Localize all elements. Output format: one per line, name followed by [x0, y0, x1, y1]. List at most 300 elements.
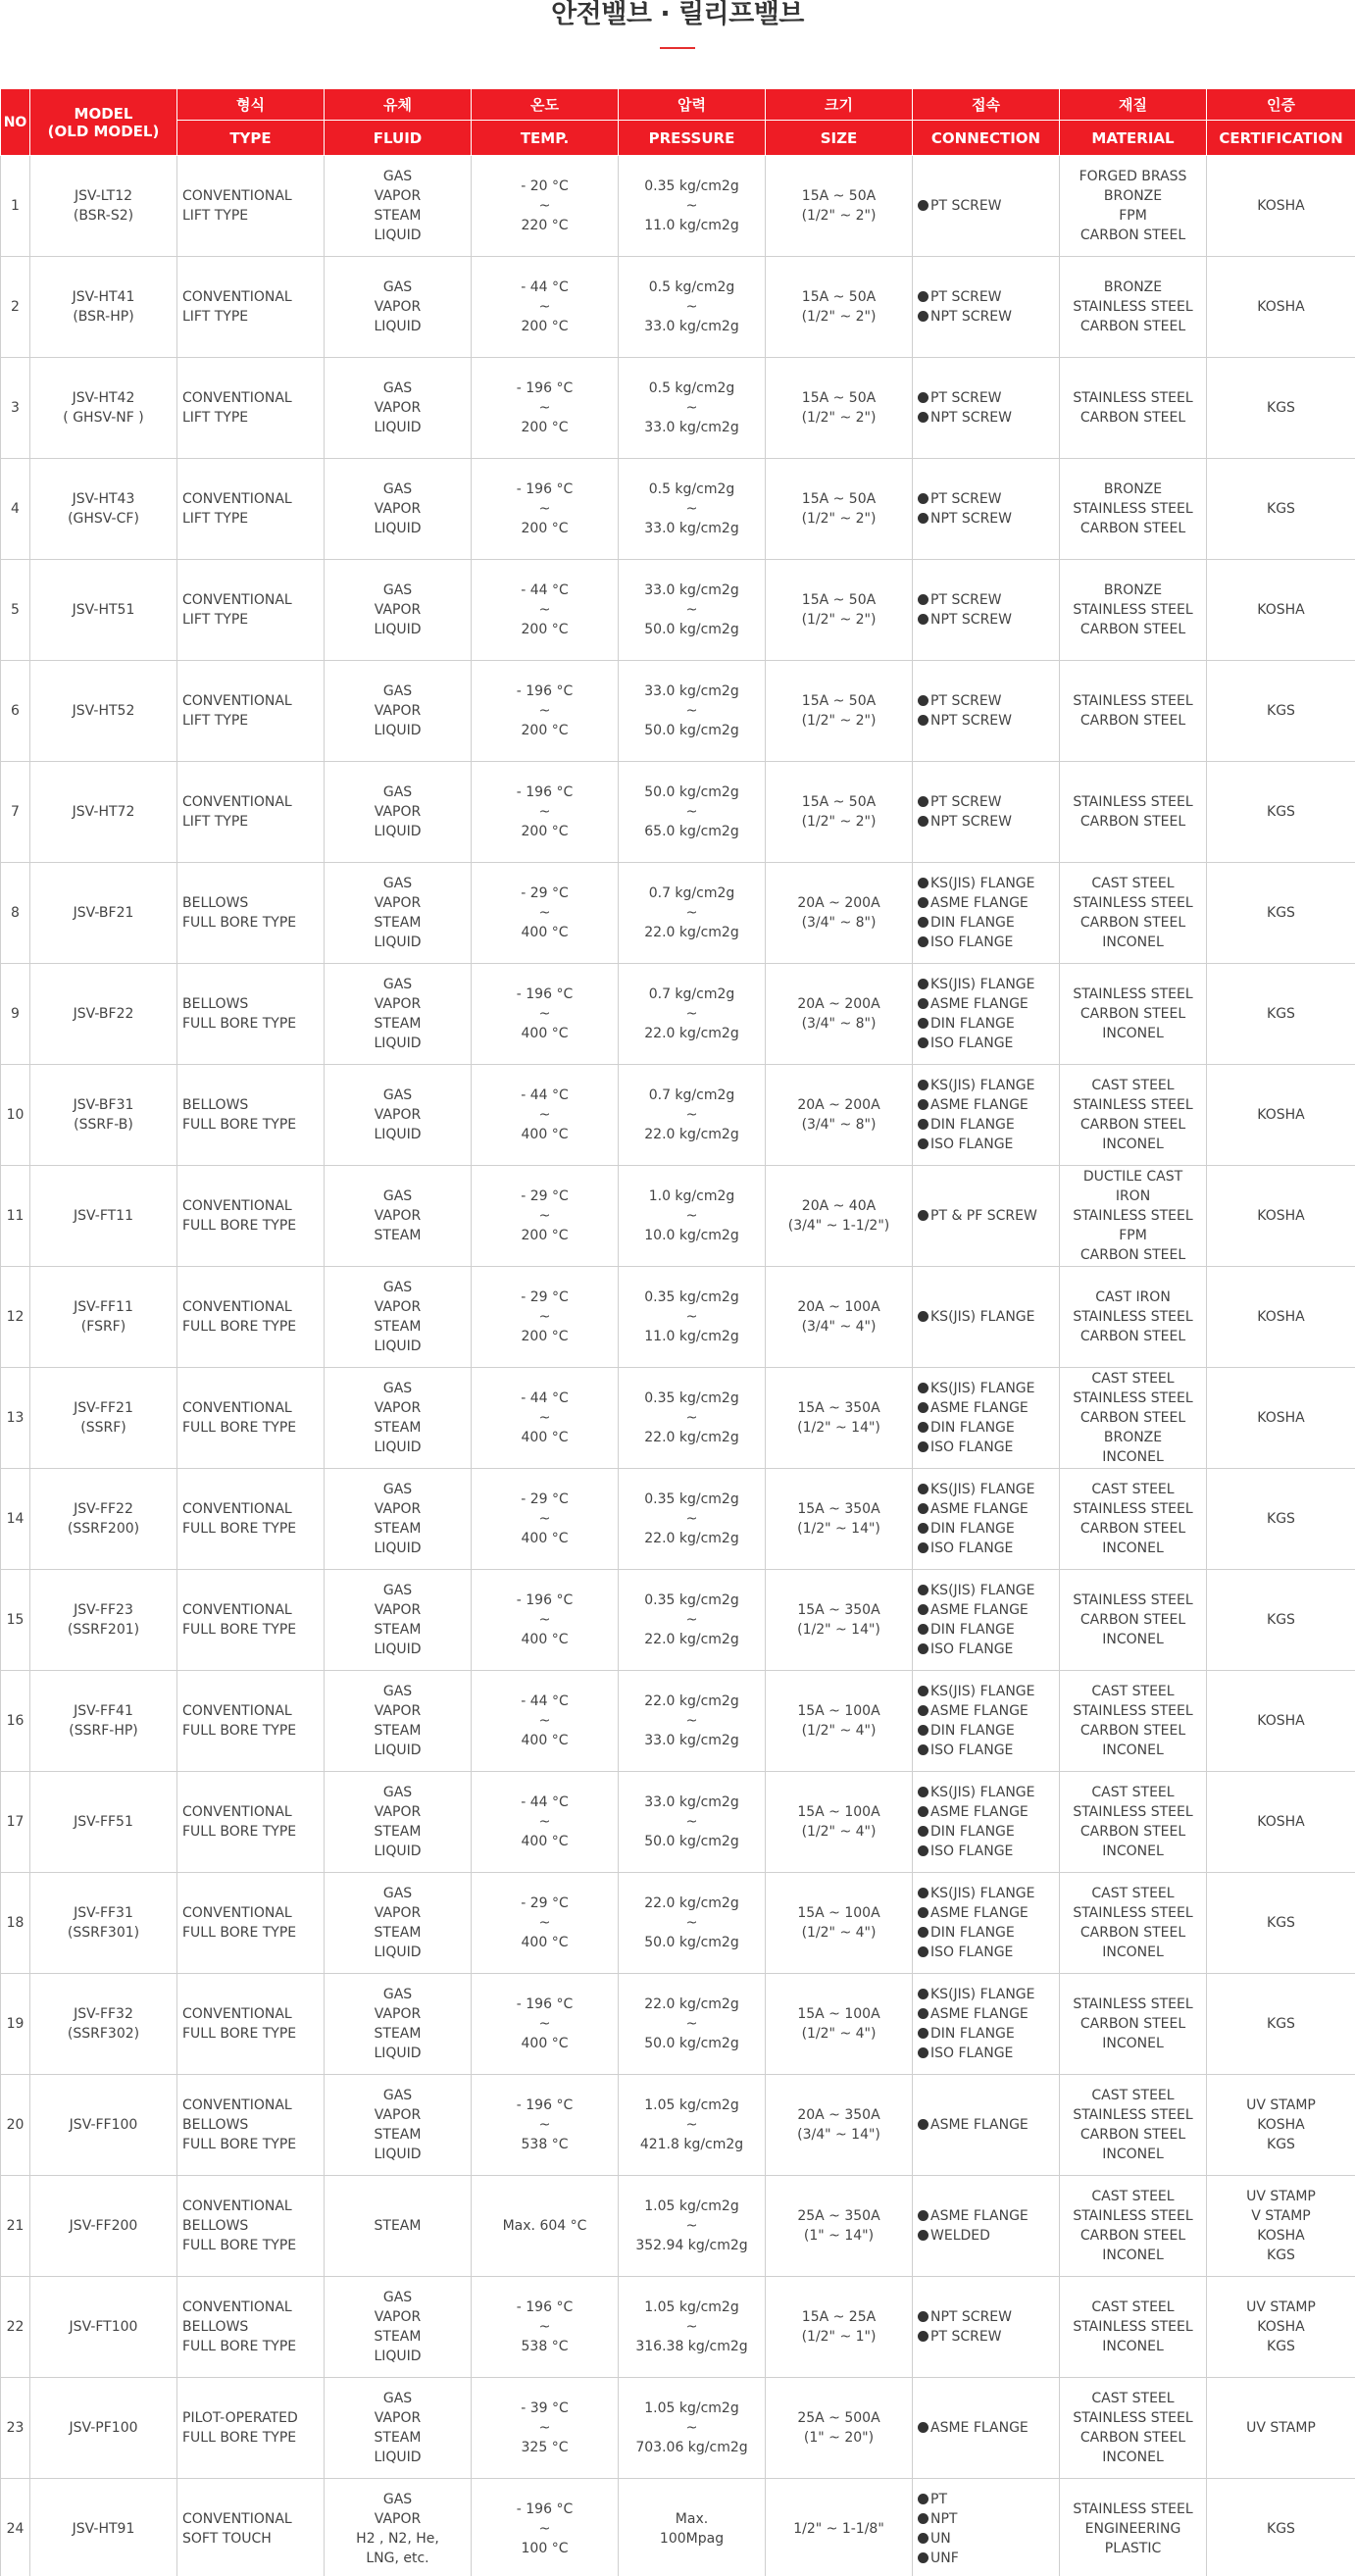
connection-label: ASME FLANGE	[930, 2420, 1029, 2436]
cell-type-text: CONVENTIONAL FULL BORE TYPE	[182, 1400, 297, 1436]
cell-model	[30, 762, 177, 863]
cell-temp-text: - 29 °C ~ 200 °C	[521, 1188, 569, 1243]
bullet-dot-icon	[918, 2210, 928, 2221]
cell-model-text: JSV-HT91	[72, 2521, 135, 2537]
cell-pressure-text: 50.0 kg/cm2g ~ 65.0 kg/cm2g	[644, 784, 739, 839]
cell-connection	[913, 2277, 1060, 2378]
connection-label: PT SCREW	[930, 2329, 1002, 2345]
cell-fluid	[325, 2479, 472, 2576]
cell-model-text: JSV-FF32 (SSRF302)	[67, 2006, 140, 2042]
bullet-dot-icon	[918, 1787, 928, 1797]
bullet-dot-icon	[918, 1725, 928, 1736]
cell-temp-text: - 20 °C ~ 220 °C	[521, 178, 569, 233]
connection-label: NPT SCREW	[930, 814, 1012, 830]
cell-temp	[472, 2479, 619, 2576]
cell-temp	[472, 1267, 619, 1368]
bullet-dot-icon	[918, 1383, 928, 1393]
connection-label: KS(JIS) FLANGE	[930, 1078, 1035, 1093]
connection-item	[918, 2044, 1055, 2063]
cell-connection	[913, 762, 1060, 863]
connection-label: ASME FLANGE	[930, 1602, 1029, 1618]
bullet-dot-icon	[918, 2008, 928, 2019]
cell-model-text: JSV-FF31 (SSRF301)	[67, 1905, 140, 1941]
cell-no	[1, 1873, 30, 1974]
cell-material-text: CAST STEEL STAINLESS STEEL CARBON STEEL INCONEL	[1073, 1785, 1193, 1859]
connection-label: DIN FLANGE	[930, 1824, 1015, 1840]
cell-connection	[913, 2479, 1060, 2576]
cell-material-text: STAINLESS STEEL CARBON STEEL	[1073, 693, 1193, 729]
connection-item	[918, 1822, 1055, 1842]
table-row	[1, 1267, 1355, 1368]
cell-certification	[1207, 459, 1355, 560]
header-kr-pressure: 압력	[619, 89, 766, 121]
cell-fluid-text: GAS VAPOR LIQUID	[374, 582, 422, 637]
header-kr-material: 재질	[1060, 89, 1207, 121]
cell-type-text: CONVENTIONAL FULL BORE TYPE	[182, 1804, 297, 1840]
cell-temp-text: - 196 °C ~ 400 °C	[516, 986, 574, 1041]
spec-table	[0, 88, 1355, 2576]
cell-certification	[1207, 156, 1355, 257]
connection-item	[918, 2509, 1055, 2529]
cell-fluid	[325, 1368, 472, 1469]
cell-certification	[1207, 2277, 1355, 2378]
cell-material	[1060, 1873, 1207, 1974]
connection-item	[918, 1115, 1055, 1135]
cell-pressure-text: 33.0 kg/cm2g ~ 50.0 kg/cm2g	[644, 683, 739, 738]
connection-item	[918, 711, 1055, 731]
cell-temp-text: - 44 °C ~ 400 °C	[521, 1693, 569, 1748]
cell-pressure-text: 22.0 kg/cm2g ~ 50.0 kg/cm2g	[644, 1895, 739, 1950]
cell-type-text: CONVENTIONAL FULL BORE TYPE	[182, 2006, 297, 2042]
cell-material-text: CAST STEEL STAINLESS STEEL CARBON STEEL BRONZE INCONEL	[1073, 1371, 1193, 1465]
cell-connection	[913, 1166, 1060, 1267]
bullet-dot-icon	[918, 1441, 928, 1452]
cell-type	[177, 1267, 325, 1368]
connection-label: DIN FLANGE	[930, 1925, 1015, 1941]
cell-temp-text: - 196 °C ~ 200 °C	[516, 380, 574, 435]
cell-pressure-text: 1.05 kg/cm2g ~ 352.94 kg/cm2g	[635, 2198, 748, 2253]
cell-pressure	[619, 1469, 766, 1570]
cell-type-text: CONVENTIONAL BELLOWS FULL BORE TYPE	[182, 2299, 297, 2354]
connection-label: ASME FLANGE	[930, 1400, 1029, 1416]
header-en-size: SIZE	[766, 121, 913, 156]
connection-item	[918, 1802, 1055, 1822]
connection-item	[918, 1701, 1055, 1721]
cell-material	[1060, 762, 1207, 863]
connection-label: NPT SCREW	[930, 2309, 1012, 2325]
cell-connection	[913, 1368, 1060, 1469]
cell-connection	[913, 1570, 1060, 1671]
connection-item	[918, 1519, 1055, 1539]
header-row-kr	[1, 89, 1355, 121]
cell-material-text: CAST STEEL STAINLESS STEEL CARBON STEEL INCONEL	[1073, 876, 1193, 950]
cell-size	[766, 1267, 913, 1368]
cell-no-text: 4	[11, 501, 20, 517]
cell-model	[30, 560, 177, 661]
cell-pressure	[619, 2277, 766, 2378]
cell-size-text: 15A ~ 100A (1/2" ~ 4")	[797, 1905, 880, 1941]
bullet-dot-icon	[918, 2494, 928, 2504]
cell-pressure	[619, 1065, 766, 1166]
cell-material-text: STAINLESS STEEL CARBON STEEL INCONEL	[1073, 986, 1193, 1041]
cell-certification	[1207, 1974, 1355, 2075]
cell-certification-text: UV STAMP KOSHA KGS	[1246, 2299, 1316, 2354]
cell-temp-text: - 39 °C ~ 325 °C	[521, 2400, 569, 2455]
cell-type	[177, 1570, 325, 1671]
cell-pressure-text: 0.35 kg/cm2g ~ 11.0 kg/cm2g	[644, 178, 739, 233]
bullet-dot-icon	[918, 1080, 928, 1090]
connection-label: KS(JIS) FLANGE	[930, 1381, 1035, 1396]
connection-item	[918, 610, 1055, 630]
table-header	[1, 89, 1355, 156]
cell-no	[1, 1368, 30, 1469]
connection-label: ISO FLANGE	[930, 2046, 1014, 2061]
cell-connection	[913, 156, 1060, 257]
cell-type	[177, 1873, 325, 1974]
connection-label: ISO FLANGE	[930, 934, 1014, 950]
cell-pressure-text: 33.0 kg/cm2g ~ 50.0 kg/cm2g	[644, 582, 739, 637]
cell-no-text: 9	[11, 1006, 20, 1022]
cell-temp-text: - 196 °C ~ 100 °C	[516, 2501, 574, 2556]
cell-pressure	[619, 2479, 766, 2576]
cell-model	[30, 2479, 177, 2576]
cell-model	[30, 2378, 177, 2479]
bullet-dot-icon	[918, 1907, 928, 1918]
connection-label: PT SCREW	[930, 390, 1002, 406]
cell-no-text: 13	[6, 1410, 25, 1426]
cell-size	[766, 2378, 913, 2479]
cell-model-text: JSV-BF21	[73, 905, 134, 921]
cell-model	[30, 2176, 177, 2277]
cell-certification-text: KGS	[1267, 1612, 1295, 1628]
cell-certification-text: KOSHA	[1257, 1410, 1305, 1426]
cell-no-text: 6	[11, 703, 20, 719]
connection-item	[918, 812, 1055, 832]
cell-pressure-text: Max. 100Mpag	[659, 2511, 725, 2547]
cell-no-text: 21	[6, 2218, 25, 2234]
cell-type	[177, 1772, 325, 1873]
table-row	[1, 1772, 1355, 1873]
cell-no	[1, 459, 30, 560]
cell-connection	[913, 459, 1060, 560]
cell-material	[1060, 964, 1207, 1065]
connection-item	[918, 1499, 1055, 1519]
cell-size	[766, 1671, 913, 1772]
cell-fluid-text: GAS VAPOR STEAM LIQUID	[374, 2290, 422, 2364]
cell-fluid	[325, 964, 472, 1065]
cell-model	[30, 1368, 177, 1469]
connection-label: PT SCREW	[930, 198, 1002, 214]
cell-fluid	[325, 1772, 472, 1873]
cell-size-text: 1/2" ~ 1-1/8"	[793, 2521, 884, 2537]
cell-model-text: JSV-FF51	[74, 1814, 133, 1830]
cell-material	[1060, 1570, 1207, 1671]
table-row	[1, 156, 1355, 257]
connection-item	[918, 1721, 1055, 1741]
cell-size-text: 20A ~ 200A (3/4" ~ 8")	[797, 1097, 880, 1133]
cell-material	[1060, 2277, 1207, 2378]
cell-size	[766, 2479, 913, 2576]
cell-connection	[913, 1267, 1060, 1368]
cell-fluid	[325, 1570, 472, 1671]
cell-type	[177, 1166, 325, 1267]
cell-certification	[1207, 257, 1355, 358]
bullet-dot-icon	[918, 1099, 928, 1110]
cell-temp	[472, 1873, 619, 1974]
connection-label: DIN FLANGE	[930, 1117, 1015, 1133]
cell-no-text: 18	[6, 1915, 25, 1931]
table-row	[1, 964, 1355, 1065]
connection-item	[918, 1014, 1055, 1034]
cell-pressure	[619, 257, 766, 358]
cell-fluid-text: GAS VAPOR STEAM LIQUID	[374, 169, 422, 243]
cell-material-text: CAST STEEL STAINLESS STEEL CARBON STEEL INCONEL	[1073, 1886, 1193, 1960]
title-underline	[660, 47, 695, 49]
cell-size	[766, 1166, 913, 1267]
cell-material	[1060, 2176, 1207, 2277]
connection-item	[918, 509, 1055, 529]
bullet-dot-icon	[918, 614, 928, 625]
cell-model-text: JSV-HT51	[72, 602, 135, 618]
connection-item	[918, 1034, 1055, 1053]
header-en-type: TYPE	[177, 121, 325, 156]
cell-certification	[1207, 1267, 1355, 1368]
cell-size	[766, 1368, 913, 1469]
cell-temp	[472, 1166, 619, 1267]
cell-no-text: 2	[11, 299, 20, 315]
cell-fluid	[325, 459, 472, 560]
cell-no	[1, 1166, 30, 1267]
connection-item	[918, 1418, 1055, 1438]
cell-pressure-text: 0.7 kg/cm2g ~ 22.0 kg/cm2g	[644, 986, 739, 1041]
cell-no	[1, 1974, 30, 2075]
cell-material-text: CAST STEEL STAINLESS STEEL CARBON STEEL INCONEL	[1073, 2391, 1193, 2465]
cell-no	[1, 2075, 30, 2176]
cell-type-text: CONVENTIONAL LIFT TYPE	[182, 592, 292, 628]
connection-label: ASME FLANGE	[930, 1804, 1029, 1820]
cell-model	[30, 1166, 177, 1267]
cell-pressure	[619, 863, 766, 964]
connection-label: KS(JIS) FLANGE	[930, 1482, 1035, 1497]
cell-connection	[913, 1873, 1060, 1974]
connection-item	[918, 2024, 1055, 2044]
cell-temp	[472, 1974, 619, 2075]
cell-size	[766, 459, 913, 560]
cell-certification-text: KOSHA	[1257, 602, 1305, 618]
cell-size-text: 15A ~ 50A (1/2" ~ 2")	[801, 693, 877, 729]
bullet-dot-icon	[918, 1643, 928, 1654]
cell-temp	[472, 2277, 619, 2378]
cell-no	[1, 1267, 30, 1368]
cell-pressure	[619, 1772, 766, 1873]
cell-certification	[1207, 1166, 1355, 1267]
cell-size	[766, 560, 913, 661]
table-row	[1, 459, 1355, 560]
cell-size-text: 20A ~ 200A (3/4" ~ 8")	[797, 996, 880, 1032]
connection-item	[918, 1581, 1055, 1600]
cell-no	[1, 156, 30, 257]
cell-pressure	[619, 2176, 766, 2277]
bullet-dot-icon	[918, 897, 928, 908]
cell-fluid	[325, 358, 472, 459]
cell-material-text: BRONZE STAINLESS STEEL CARBON STEEL	[1073, 582, 1193, 637]
cell-model	[30, 156, 177, 257]
cell-type-text: CONVENTIONAL FULL BORE TYPE	[182, 1299, 297, 1335]
cell-fluid	[325, 863, 472, 964]
cell-certification-text: KGS	[1267, 501, 1295, 517]
cell-type	[177, 358, 325, 459]
connection-item	[918, 1307, 1055, 1327]
cell-material-text: CAST STEEL STAINLESS STEEL CARBON STEEL INCONEL	[1073, 2189, 1193, 2263]
connection-label: NPT	[930, 2511, 958, 2527]
cell-model-text: JSV-LT12 (BSR-S2)	[73, 188, 134, 224]
cell-material	[1060, 2075, 1207, 2176]
cell-no	[1, 863, 30, 964]
bullet-dot-icon	[918, 200, 928, 211]
connection-item	[918, 1620, 1055, 1640]
bullet-dot-icon	[918, 1826, 928, 1837]
cell-temp-text: - 196 °C ~ 400 °C	[516, 1996, 574, 2051]
bullet-dot-icon	[918, 2552, 928, 2563]
connection-label: ISO FLANGE	[930, 1541, 1014, 1556]
cell-temp	[472, 358, 619, 459]
cell-pressure-text: 22.0 kg/cm2g ~ 33.0 kg/cm2g	[644, 1693, 739, 1748]
connection-label: KS(JIS) FLANGE	[930, 1987, 1035, 2002]
cell-pressure-text: 1.05 kg/cm2g ~ 316.38 kg/cm2g	[635, 2299, 748, 2354]
connection-item	[918, 691, 1055, 711]
cell-pressure-text: 0.5 kg/cm2g ~ 33.0 kg/cm2g	[644, 481, 739, 536]
header-en-material: MATERIAL	[1060, 121, 1207, 156]
connection-item	[918, 196, 1055, 216]
cell-model-text: JSV-FF41 (SSRF-HP)	[69, 1703, 138, 1739]
cell-model-text: JSV-HT42 ( GHSV-NF )	[63, 390, 144, 426]
cell-temp-text: - 29 °C ~ 400 °C	[521, 1491, 569, 1546]
cell-temp-text: - 196 °C ~ 538 °C	[516, 2097, 574, 2152]
cell-material	[1060, 1166, 1207, 1267]
bullet-dot-icon	[918, 998, 928, 1009]
connection-label: ISO FLANGE	[930, 1136, 1014, 1152]
connection-label: PT	[930, 2492, 947, 2507]
cell-fluid-text: GAS VAPOR STEAM LIQUID	[374, 2391, 422, 2465]
cell-model-text: JSV-FT100	[69, 2319, 138, 2335]
cell-model-text: JSV-BF22	[73, 1006, 134, 1022]
cell-pressure-text: 1.05 kg/cm2g ~ 703.06 kg/cm2g	[635, 2400, 748, 2455]
bullet-dot-icon	[918, 1018, 928, 1029]
cell-no	[1, 358, 30, 459]
page-title: 안전밸브 · 릴리프밸브	[551, 0, 804, 29]
cell-certification	[1207, 2075, 1355, 2176]
connection-label: UN	[930, 2531, 951, 2547]
connection-item	[918, 2004, 1055, 2024]
cell-temp	[472, 863, 619, 964]
cell-model-text: JSV-HT72	[72, 804, 135, 820]
cell-certification-text: KOSHA	[1257, 1814, 1305, 1830]
cell-connection	[913, 2378, 1060, 2479]
cell-type	[177, 964, 325, 1065]
cell-pressure	[619, 156, 766, 257]
cell-type-text: CONVENTIONAL FULL BORE TYPE	[182, 1905, 297, 1941]
bullet-dot-icon	[918, 1946, 928, 1957]
cell-fluid	[325, 1873, 472, 1974]
cell-pressure-text: 0.35 kg/cm2g ~ 22.0 kg/cm2g	[644, 1390, 739, 1445]
connection-label: PT SCREW	[930, 491, 1002, 507]
cell-fluid	[325, 156, 472, 257]
cell-no	[1, 1671, 30, 1772]
table-row	[1, 1166, 1355, 1267]
cell-certification-text: KOSHA	[1257, 1208, 1305, 1224]
bullet-dot-icon	[918, 2028, 928, 2039]
cell-pressure-text: 0.35 kg/cm2g ~ 22.0 kg/cm2g	[644, 1592, 739, 1647]
table-row	[1, 661, 1355, 762]
cell-model	[30, 257, 177, 358]
header-kr-temp: 온도	[472, 89, 619, 121]
connection-label: ISO FLANGE	[930, 1844, 1014, 1859]
header-kr-connection: 접속	[913, 89, 1060, 121]
bullet-dot-icon	[918, 1037, 928, 1048]
header-kr-fluid: 유체	[325, 89, 472, 121]
connection-item	[918, 1943, 1055, 1962]
cell-fluid-text: GAS VAPOR H2 , N2, He, LNG, etc.	[356, 2492, 439, 2566]
cell-model	[30, 1671, 177, 1772]
cell-model-text: JSV-FF21 (SSRF)	[74, 1400, 133, 1436]
cell-pressure	[619, 1873, 766, 1974]
cell-no	[1, 661, 30, 762]
connection-label: ISO FLANGE	[930, 1945, 1014, 1960]
title-area	[0, 0, 1355, 88]
cell-material-text: CAST STEEL STAINLESS STEEL CARBON STEEL INCONEL	[1073, 1482, 1193, 1556]
cell-no-text: 3	[11, 400, 20, 416]
cell-temp-text: - 44 °C ~ 200 °C	[521, 279, 569, 334]
cell-fluid-text: GAS VAPOR STEAM LIQUID	[374, 876, 422, 950]
connection-label: NPT SCREW	[930, 612, 1012, 628]
cell-no	[1, 2479, 30, 2576]
cell-temp	[472, 2176, 619, 2277]
cell-material	[1060, 156, 1207, 257]
cell-size	[766, 1570, 913, 1671]
connection-item	[918, 1884, 1055, 1903]
cell-type-text: CONVENTIONAL LIFT TYPE	[182, 289, 292, 325]
cell-material-text: STAINLESS STEEL CARBON STEEL INCONEL	[1073, 1592, 1193, 1647]
cell-type	[177, 459, 325, 560]
cell-temp-text: - 196 °C ~ 400 °C	[516, 1592, 574, 1647]
cell-fluid-text: GAS VAPOR STEAM LIQUID	[374, 977, 422, 1051]
cell-size-text: 15A ~ 100A (1/2" ~ 4")	[797, 2006, 880, 2042]
bullet-dot-icon	[918, 1888, 928, 1898]
cell-model	[30, 1469, 177, 1570]
bullet-dot-icon	[918, 1845, 928, 1856]
cell-no-text: 23	[6, 2420, 25, 2436]
cell-temp	[472, 1065, 619, 1166]
table-row	[1, 1671, 1355, 1772]
cell-pressure	[619, 1166, 766, 1267]
cell-connection	[913, 1772, 1060, 1873]
cell-temp	[472, 964, 619, 1065]
cell-fluid	[325, 2277, 472, 2378]
table-row	[1, 257, 1355, 358]
cell-size	[766, 2075, 913, 2176]
cell-type	[177, 661, 325, 762]
connection-label: NPT SCREW	[930, 511, 1012, 527]
cell-certification	[1207, 863, 1355, 964]
header-en-certification: CERTIFICATION	[1207, 121, 1355, 156]
header-kr-size: 크기	[766, 89, 913, 121]
cell-material	[1060, 1469, 1207, 1570]
connection-item	[918, 1923, 1055, 1943]
cell-fluid	[325, 1469, 472, 1570]
cell-certification-text: KGS	[1267, 1006, 1295, 1022]
cell-size	[766, 1974, 913, 2075]
bullet-dot-icon	[918, 1422, 928, 1433]
